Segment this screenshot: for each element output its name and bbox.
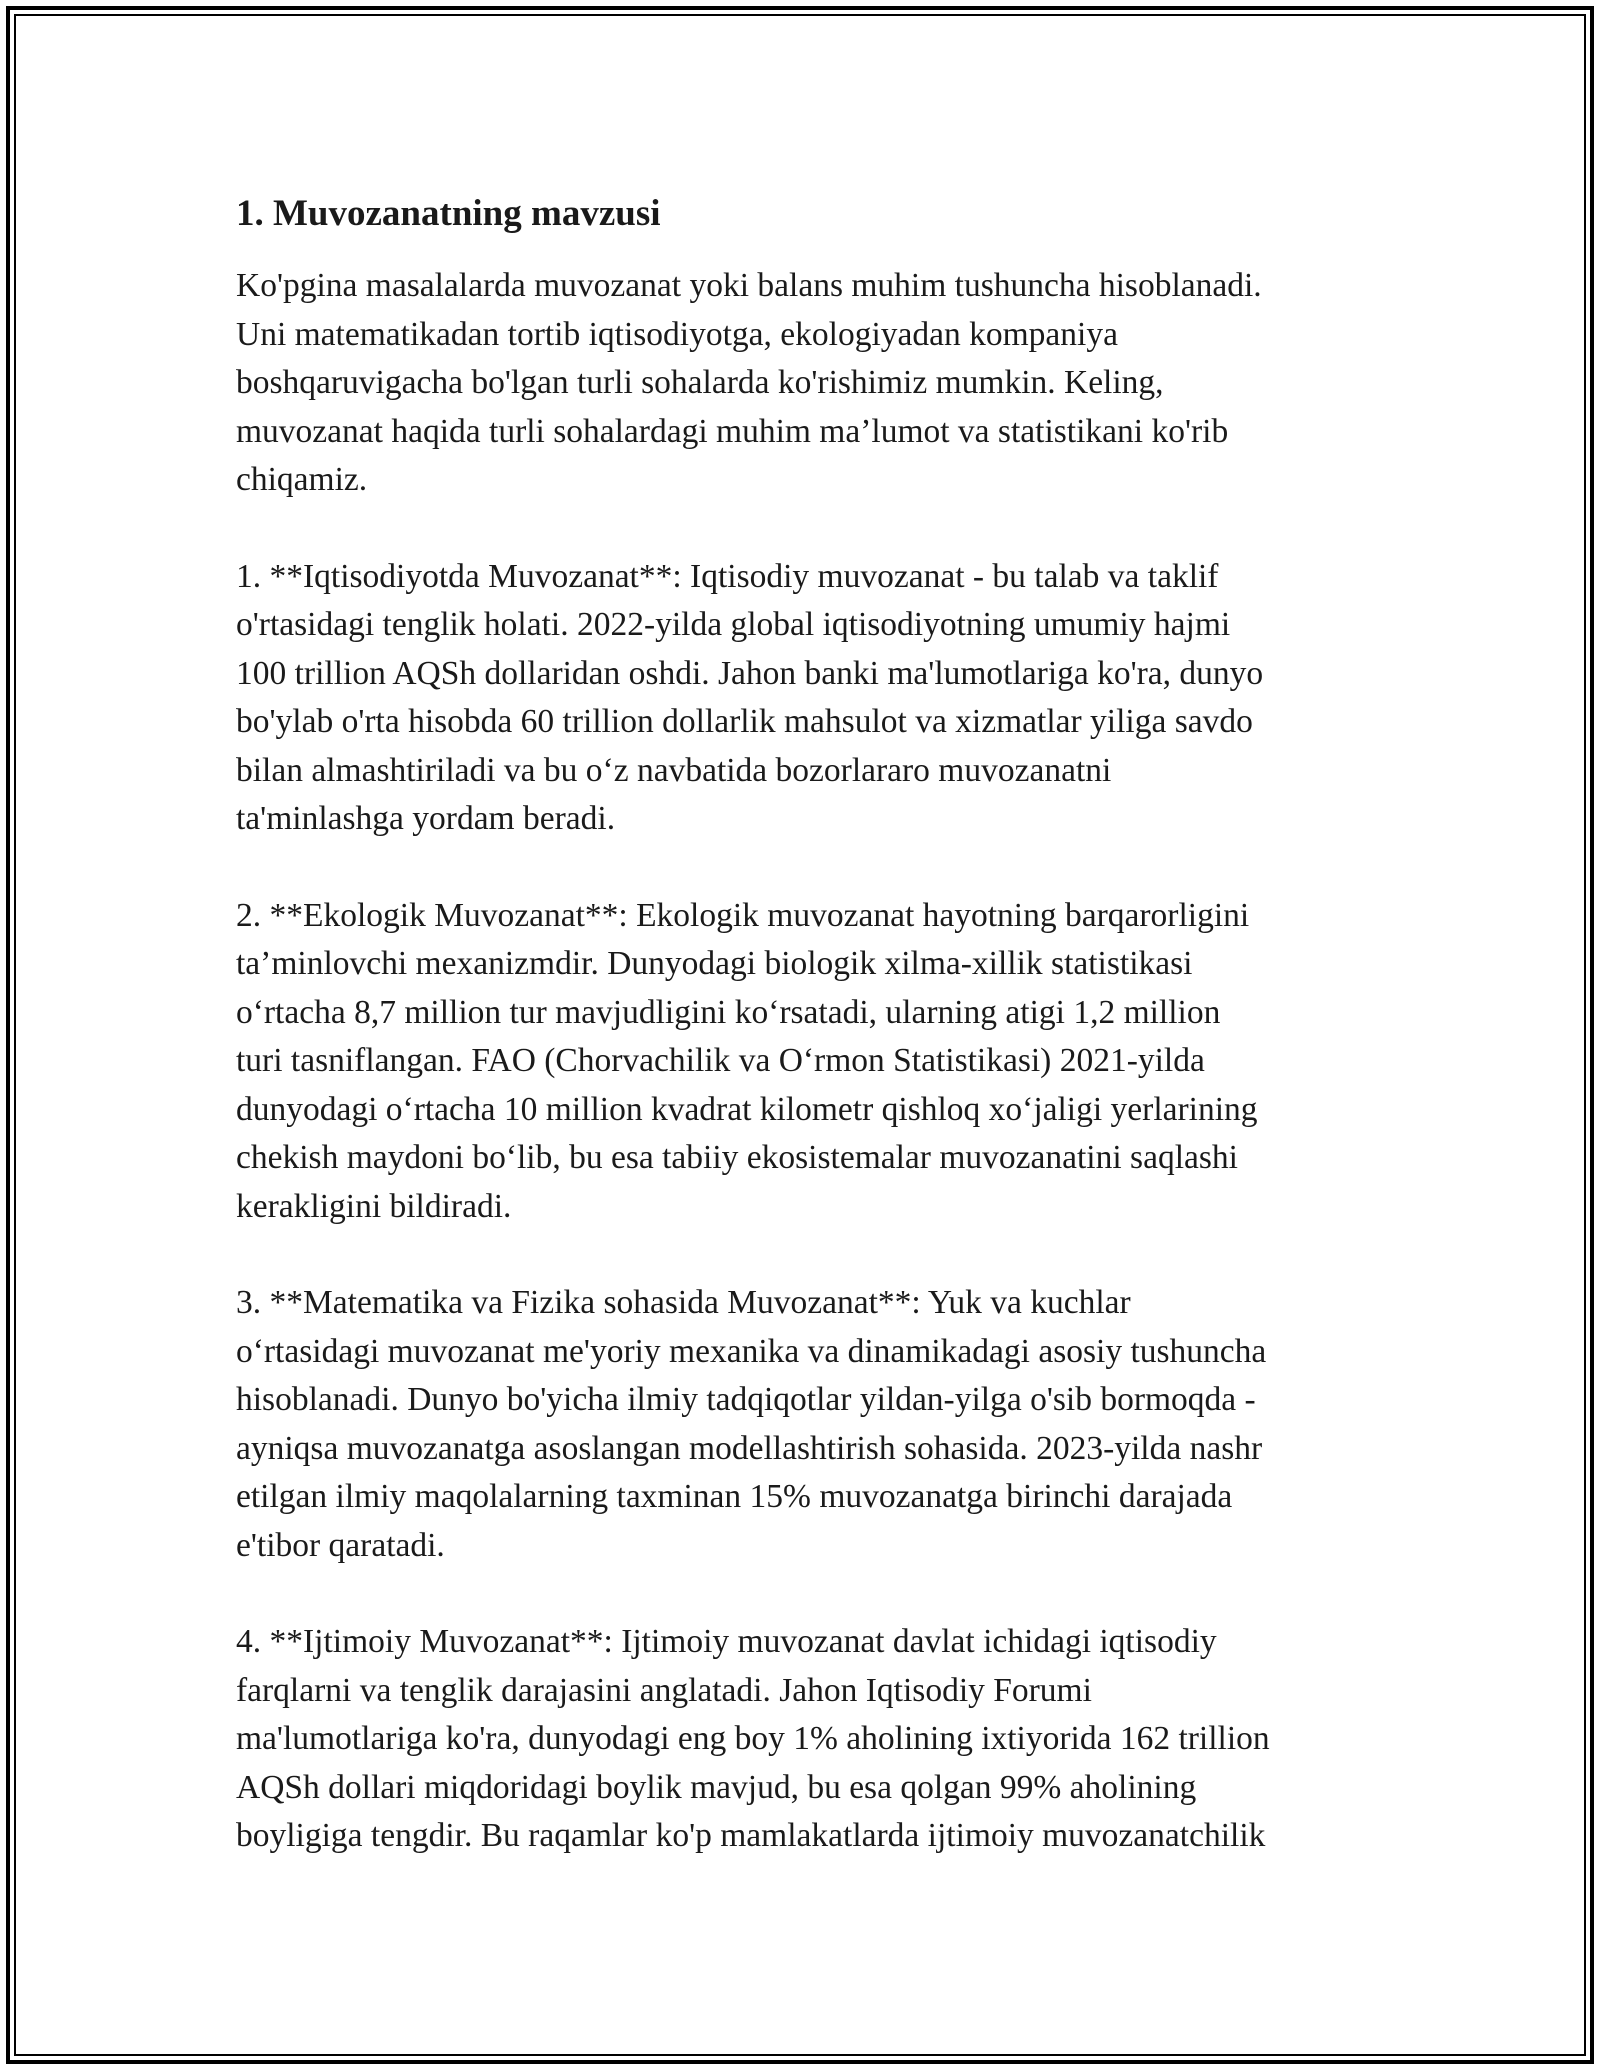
social-balance-paragraph [236,1618,1376,1861]
text-line: bilan almashtiriladi va bu o‘z navbatida bozorlararo muvozanatni [236,751,1112,789]
text-line: o‘rtasidagi muvozanat me'yoriy mexanika va dinamikadagi asosiy tushuncha [236,1332,1267,1370]
intro-paragraph [236,262,1376,505]
text-line: Ko'pgina masalalarda muvozanat yoki balans muhim tushuncha hisoblanadi. [236,267,1262,304]
text-line: ta’minlovchi mexanizmdir. Dunyodagi biologik xilma-xillik statistikasi [236,945,1193,982]
text-line: boyligiga tengdir. Bu raqamlar ko'p mamlakatlarda ijtimoiy muvozanatchilik [236,1817,1266,1854]
ecological-balance-paragraph [236,892,1376,1232]
section-heading: 1. Muvozanatning mavzusi [236,193,661,234]
text-line: ta'minlashga yordam beradi. [236,800,616,837]
text-line: chiqamiz. [236,461,368,498]
text-line: muvozanat haqida turli sohalardagi muhim ma’lumot va statistikani ko'rib [236,412,1229,450]
text-line: ma'lumotlariga ko'ra, dunyodagi eng boy 1% aholining ixtiyorida 162 trillion [236,1720,1270,1757]
text-line: hisoblanadi. Dunyo bo'yicha ilmiy tadqiqotlar yildan-yilga o'sib bormoqda - [236,1381,1256,1418]
text-line: o'rtasidagi tenglik holati. 2022-yilda global iqtisodiyotning umumiy hajmi [236,606,1231,643]
text-line: 4. **Ijtimoiy Muvozanat**: Ijtimoiy muvozanat davlat ichidagi iqtisodiy [236,1623,1217,1660]
text-line: bo'ylab o'rta hisobda 60 trillion dollarlik mahsulot va xizmatlar yiliga savdo [236,703,1253,740]
text-line: chekish maydoni bo‘lib, bu esa tabiiy ekosistemalar muvozanatini saqlashi [236,1139,1238,1176]
text-line: 3. **Matematika va Fizika sohasida Muvozanat**: Yuk va kuchlar [236,1284,1131,1321]
economic-balance-paragraph [236,553,1376,844]
text-line: 1. **Iqtisodiyotda Muvozanat**: Iqtisodiy muvozanat - bu talab va taklif [236,557,1219,595]
text-line: o‘rtacha 8,7 million tur mavjudligini ko‘rsatadi, ularning atigi 1,2 million [236,993,1221,1031]
text-line: boshqaruvigacha bo'lgan turli sohalarda ko'rishimiz mumkin. Keling, [236,364,1164,401]
document-body [236,186,1376,1909]
text-line: etilgan ilmiy maqolalarning taxminan 15% muvozanatga birinchi darajada [236,1478,1233,1515]
text-line: kerakligini bildiradi. [236,1187,512,1225]
text-line: ayniqsa muvozanatga asoslangan modellashtirish sohasida. 2023-yilda nashr [236,1429,1263,1467]
text-line: Uni matematikadan tortib iqtisodiyotga, ekologiyadan kompaniya [236,315,1118,353]
math-physics-balance-paragraph [236,1279,1376,1570]
text-line: AQSh dollari miqdoridagi boylik mavjud, bu esa qolgan 99% aholining [236,1768,1197,1806]
text-line: 100 trillion AQSh dollaridan oshdi. Jahon banki ma'lumotlariga ko'ra, dunyo [236,654,1264,692]
text-line: turi tasniflangan. FAO (Chorvachilik va O‘rmon Statistikasi) 2021-yilda [236,1042,1205,1079]
text-line: dunyodagi o‘rtacha 10 million kvadrat kilometr qishloq xo‘jaligi yerlarining [236,1090,1258,1128]
text-line: 2. **Ekologik Muvozanat**: Ekologik muvozanat hayotning barqarorligini [236,896,1250,934]
text-line: farqlarni va tenglik darajasini anglatadi. Jahon Iqtisodiy Forumi [236,1671,1092,1709]
text-line: e'tibor qaratadi. [236,1526,445,1564]
